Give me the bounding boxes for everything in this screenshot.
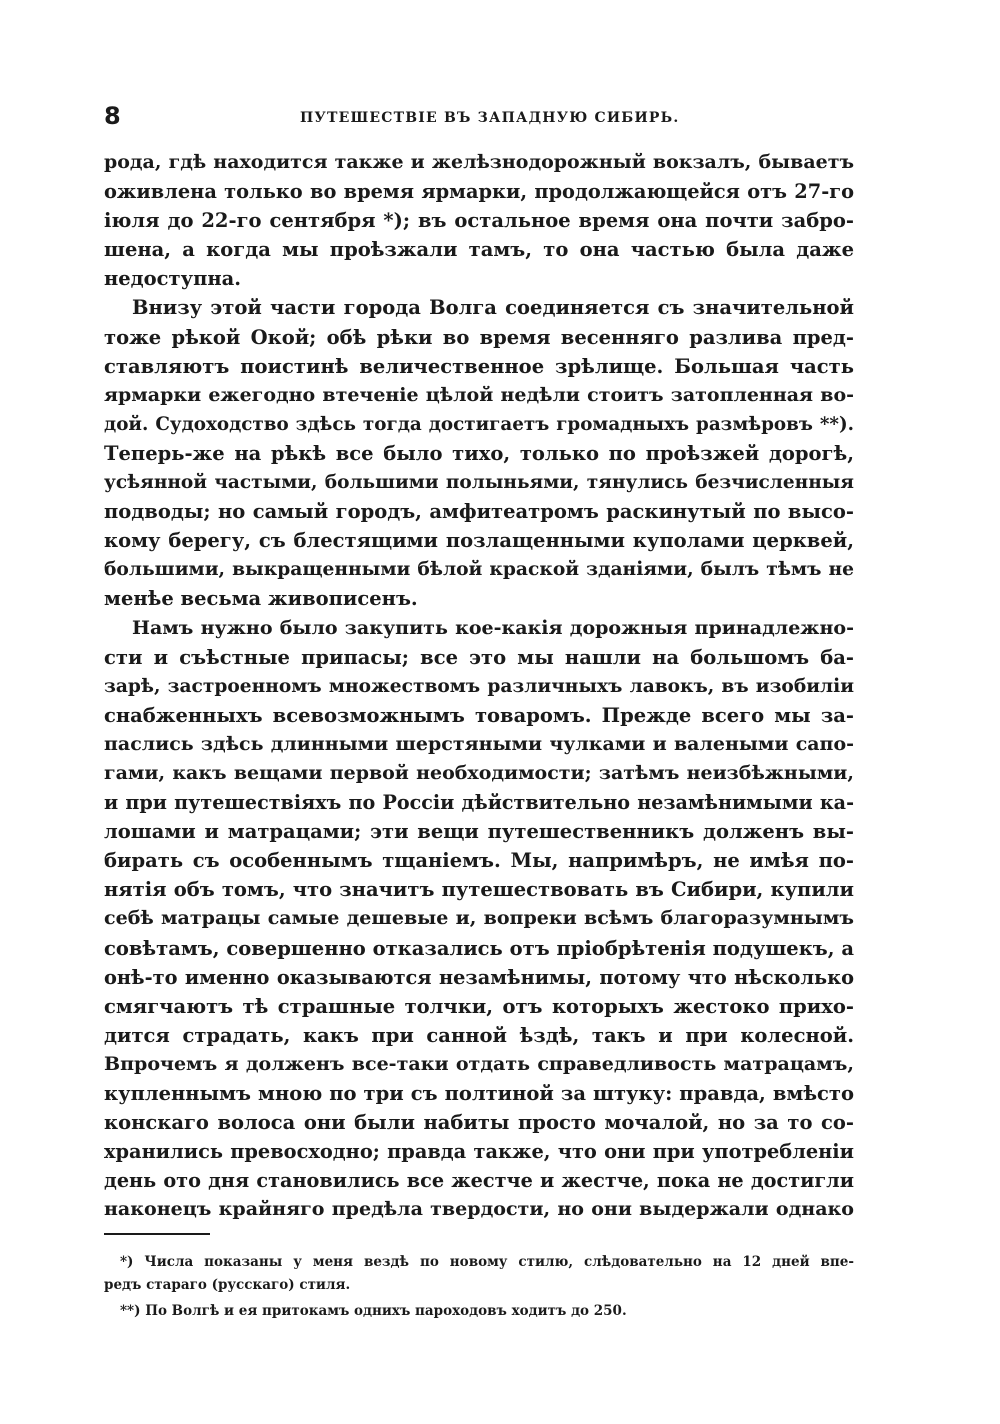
text-line: шена, а когда мы проѣзжали тамъ, то она частью была даже — [104, 238, 854, 262]
text-line: снабженныхъ всевозможнымъ товаромъ. Прежде всего мы за- — [104, 703, 854, 727]
text-line: хранились превосходно; правда также, что они при употребленіи — [104, 1140, 854, 1164]
text-line: нятія объ томъ, что значитъ путешествовать въ Сибири, купили — [104, 878, 854, 902]
text-line: Впрочемъ я долженъ все-таки отдать справедливость матрацамъ, — [104, 1052, 854, 1075]
text-line: дится страдать, какъ при санной ѣздѣ, такъ и при колесной. — [104, 1023, 854, 1047]
body-text — [104, 148, 854, 1224]
text-line: день ото дня становились все жестче и жестче, пока не достигли — [104, 1169, 854, 1193]
text-line: усѣянной частыми, большими полыньями, тянулись безчисленныя — [104, 472, 854, 494]
text-line: купленнымъ мною по три съ полтиной за штуку: правда, вмѣсто — [104, 1082, 854, 1105]
text-line: дой. Судоходство здѣсь тогда достигаетъ громадныхъ размѣровъ **). — [104, 413, 854, 435]
text-line: недоступна. — [104, 267, 242, 291]
text-line: паслись здѣсь длинными шерстяными чулками и валеными сапо- — [104, 732, 854, 755]
footnote-line: **) По Волгѣ и ея притокамъ однихъ пароходовъ ходитъ до 250. — [120, 1303, 627, 1319]
page-header — [104, 102, 854, 132]
running-title: ПУТЕШЕСТВІЕ ВЪ ЗАПАДНУЮ СИБИРЬ. — [300, 110, 680, 126]
footnote-separator — [104, 1233, 210, 1235]
text-line: подводы; но самый городъ, амфитеатромъ раскинутый по высо- — [104, 500, 854, 524]
text-line: оживлена только во время ярмарки, продолжающейся отъ 27-го — [104, 180, 854, 204]
text-line: совѣтамъ, совершенно отказались отъ пріобрѣтенія подушекъ, а — [104, 936, 854, 960]
text-line: тоже рѣкой Окой; обѣ рѣки во время весенняго разлива пред- — [104, 325, 854, 349]
text-line: конскаго волоса они были набиты просто мочалой, но за то со- — [104, 1111, 854, 1135]
text-line: лошами и матрацами; эти вещи путешественникъ долженъ вы- — [104, 820, 854, 844]
text-line: Намъ нужно было закупить кое-какія дорожныя принадлежно- — [132, 616, 854, 639]
text-line: и при путешествіяхъ по Россіи дѣйствительно незамѣнимыми ка- — [104, 791, 854, 815]
text-line: зарѣ, застроенномъ множествомъ различныхъ лавокъ, въ изобиліи — [104, 675, 854, 697]
text-line: большими, выкращенными бѣлой краской зданіями, былъ тѣмъ не — [104, 558, 854, 581]
text-line: кому берегу, съ блестящими позлащенными куполами церквей, — [104, 529, 854, 553]
text-line: сти и съѣстные припасы; все это мы нашли на большомъ ба- — [104, 645, 854, 669]
text-line: ставляютъ поистинѣ величественное зрѣлище. Большая часть — [104, 354, 854, 378]
text-line: себѣ матрацы самые дешевые и, вопреки всѣмъ благоразумнымъ — [104, 907, 854, 930]
text-line: наконецъ крайняго предѣла твердости, но они выдержали однако — [104, 1198, 854, 1221]
text-line: рода, гдѣ находится также и желѣзнодорожный вокзалъ, бываетъ — [104, 151, 854, 173]
text-line: смягчаютъ тѣ страшные толчки, отъ которыхъ жестоко прихо- — [104, 994, 854, 1018]
footnote-line: редъ стараго (русскаго) стиля. — [104, 1277, 351, 1293]
text-line: онѣ-то именно оказываются незамѣнимы, потому что нѣсколько — [104, 965, 854, 989]
text-line: бирать съ особеннымъ тщаніемъ. Мы, напримѣръ, не имѣя по- — [104, 849, 854, 873]
text-line: ярмарки ежегодно втеченіе цѣлой недѣли стоитъ затопленная во- — [104, 383, 854, 406]
page-number: 8 — [104, 102, 121, 130]
text-line: Теперь-же на рѣкѣ все было тихо, только по проѣзжей дорогѣ, — [104, 441, 854, 465]
text-line: гами, какъ вещами первой необходимости; затѣмъ неизбѣжными, — [104, 761, 854, 784]
text-line: менѣе весьма живописенъ. — [104, 587, 418, 611]
text-line: іюля до 22-го сентября *); въ остальное время она почти забро- — [104, 209, 854, 233]
footnote-line: *) Числа показаны у меня вездѣ по новому стилю, слѣдовательно на 12 дней впе- — [120, 1254, 854, 1270]
text-line: Внизу этой части города Волга соединяется съ значительной — [132, 296, 854, 320]
footnotes — [104, 1251, 854, 1323]
